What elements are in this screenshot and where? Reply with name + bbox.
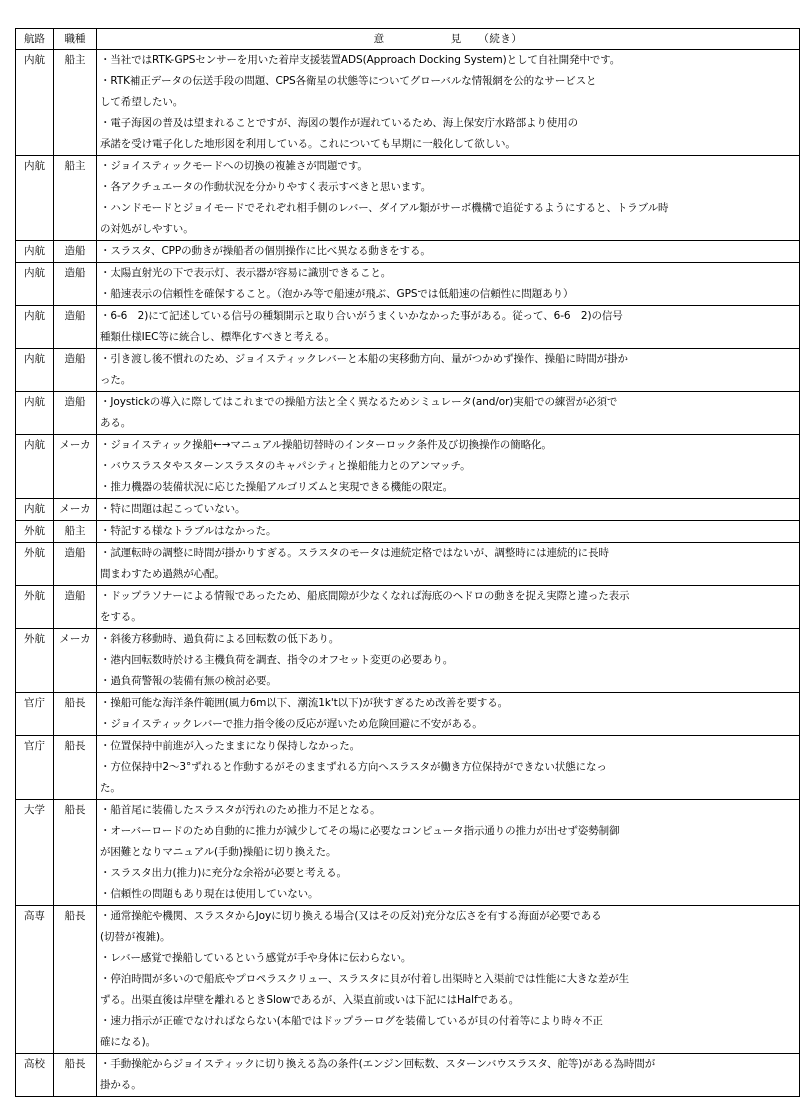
opinion-line: ・ジョイスティックモードへの切換の複雑さが問題です。 bbox=[100, 160, 368, 172]
opinion-line: ・レバー感覚で操船しているという感覚が手や身体に伝わらない。 bbox=[100, 952, 412, 964]
job-label: 船主 bbox=[64, 54, 86, 66]
opinion-line: ・引き渡し後不慣れのため、ジョイスティックレバーと本船の実移動方向、量がつかめず操作、操船に時間が掛か bbox=[100, 353, 628, 365]
opinion-line: 種類仕様IEC等に統合し、標準化すべきと考える。 bbox=[100, 331, 335, 343]
opinion-cell bbox=[97, 736, 800, 800]
route-label: 内航 bbox=[24, 503, 45, 515]
table-row bbox=[16, 906, 800, 1054]
opinion-line: ずる。出渠直後は岸壁を離れるときSlowであるが、入渠直前或いは下記にはHalfである。 bbox=[100, 994, 520, 1006]
opinion-line: ・船首尾に装備したスラスタが汚れのため推力不足となる。 bbox=[100, 804, 381, 816]
route-cell bbox=[16, 1054, 54, 1097]
opinion-line: が困難となりマニュアル(手動)操船に切り換えた。 bbox=[100, 846, 337, 858]
job-cell bbox=[54, 693, 97, 736]
opinion-line: ・速力指示が正確でなければならない(本船ではドップラーログを装備しているが貝の付着等により時々不正 bbox=[100, 1015, 603, 1027]
job-cell bbox=[54, 156, 97, 241]
job-label: 造船 bbox=[64, 245, 86, 257]
route-label: 外航 bbox=[24, 547, 45, 559]
route-label: 内航 bbox=[24, 245, 45, 257]
opinion-line: ・バウスラスタやスターンスラスタのキャパシティと操船能力とのアンマッチ。 bbox=[100, 460, 471, 472]
job-cell bbox=[54, 50, 97, 156]
job-cell bbox=[54, 435, 97, 499]
table-row bbox=[16, 499, 800, 521]
opinion-line: ・通常操舵や機関、スラスタからJoyに切り換える場合(又はその反対)充分な広さを有する海面が必要である bbox=[100, 910, 602, 922]
job-cell bbox=[54, 499, 97, 521]
opinion-cell bbox=[97, 392, 800, 435]
route-label: 外航 bbox=[24, 525, 45, 537]
route-cell bbox=[16, 435, 54, 499]
table-row bbox=[16, 543, 800, 586]
opinion-line: ・ハンドモードとジョイモードでそれぞれ相手側のレバー、ダイアル類がサーボ機構で追従するようにすると、トラブル時 bbox=[100, 202, 669, 214]
job-label: 船主 bbox=[64, 525, 86, 537]
job-label: 造船 bbox=[64, 396, 86, 408]
route-label: 内航 bbox=[24, 353, 45, 365]
job-cell bbox=[54, 906, 97, 1054]
route-cell bbox=[16, 693, 54, 736]
job-cell bbox=[54, 586, 97, 629]
table-row bbox=[16, 306, 800, 349]
opinion-line: ・船速表示の信頼性を確保すること。（泡かみ等で船速が飛ぶ、GPSでは低船速の信頼性に問題あり） bbox=[100, 288, 574, 300]
opinion-line: 確になる)。 bbox=[100, 1036, 156, 1048]
opinion-line: ・太陽直射光の下で表示灯、表示器が容易に識別できること。 bbox=[100, 267, 392, 279]
route-cell bbox=[16, 521, 54, 543]
route-cell bbox=[16, 906, 54, 1054]
opinion-cell bbox=[97, 521, 800, 543]
job-cell bbox=[54, 1054, 97, 1097]
opinion-cell bbox=[97, 629, 800, 693]
job-label: 造船 bbox=[64, 547, 86, 559]
opinion-line: ・信頼性の問題もあり現在は使用していない。 bbox=[100, 888, 319, 900]
route-cell bbox=[16, 241, 54, 263]
opinion-line: ・停泊時間が多いので船底やプロペラスクリュー、スラスタに貝が付着し出渠時と入渠前では性能に大きな差が生 bbox=[100, 973, 630, 985]
opinion-line: ・ジョイスティックレバーで推力指令後の反応が遅いため危険回避に不安がある。 bbox=[100, 718, 483, 730]
table-row bbox=[16, 392, 800, 435]
opinion-cell bbox=[97, 263, 800, 306]
opinion-line: ・特に問題は起こっていない。 bbox=[100, 503, 246, 515]
opinion-cell bbox=[97, 693, 800, 736]
route-label: 外航 bbox=[24, 633, 45, 645]
route-label: 内航 bbox=[24, 396, 45, 408]
job-label: 船長 bbox=[64, 804, 86, 816]
job-cell bbox=[54, 736, 97, 800]
opinion-line: 承諾を受け電子化した地形図を利用している。これについても早期に一般化して欲しい。 bbox=[100, 138, 516, 150]
job-label: 造船 bbox=[64, 590, 86, 602]
job-label: 船主 bbox=[64, 160, 86, 172]
route-cell bbox=[16, 629, 54, 693]
opinion-table bbox=[15, 28, 800, 1097]
route-cell bbox=[16, 392, 54, 435]
route-cell bbox=[16, 156, 54, 241]
job-label: 船長 bbox=[64, 910, 86, 922]
route-label: 内航 bbox=[24, 310, 45, 322]
opinion-cell bbox=[97, 906, 800, 1054]
job-cell bbox=[54, 349, 97, 392]
opinion-line: 間まわすため過熱が心配。 bbox=[100, 568, 225, 580]
opinion-cell bbox=[97, 543, 800, 586]
opinion-line: ・オーバーロードのため自動的に推力が減少してその場に必要なコンピュータ指示通りの推力が出せず姿勢制御 bbox=[100, 825, 620, 837]
route-label: 官庁 bbox=[24, 697, 45, 709]
opinion-line: ある。 bbox=[100, 417, 132, 429]
job-label: 造船 bbox=[64, 310, 86, 322]
route-cell bbox=[16, 263, 54, 306]
opinion-line: った。 bbox=[100, 374, 132, 386]
table-row bbox=[16, 241, 800, 263]
opinion-line: ・試運転時の調整に時間が掛かりすぎる。スラスタのモータは連続定格ではないが、調整時には連続的に長時 bbox=[100, 547, 609, 559]
route-cell bbox=[16, 800, 54, 906]
job-cell bbox=[54, 241, 97, 263]
opinion-line: ・斜後方移動時、過負荷による回転数の低下あり。 bbox=[100, 633, 340, 645]
route-label: 高校 bbox=[24, 1058, 45, 1070]
table-row bbox=[16, 1054, 800, 1097]
table-row bbox=[16, 800, 800, 906]
opinion-line: (切替が複雑)。 bbox=[100, 931, 171, 943]
header-job: 職種 bbox=[54, 29, 97, 50]
opinion-cell bbox=[97, 349, 800, 392]
opinion-line: ・当社ではRTK-GPSセンサーを用いた着岸支援装置ADS(Approach Docking System)として自社開発中です。 bbox=[100, 54, 621, 66]
route-label: 内航 bbox=[24, 439, 45, 451]
opinion-line: ・推力機器の装備状況に応じた操船アルゴリズムと実現できる機能の限定。 bbox=[100, 481, 453, 493]
opinion-line: ・ジョイスティック操船←→マニュアル操船切替時のインターロック条件及び切換操作の簡略化。 bbox=[100, 439, 552, 451]
opinion-line: ・Joystickの導入に際してはこれまでの操船方法と全く異なるためシミュレータ(and/or)実船での練習が必須で bbox=[100, 396, 618, 408]
table-row bbox=[16, 435, 800, 499]
opinion-cell bbox=[97, 1054, 800, 1097]
opinion-cell bbox=[97, 306, 800, 349]
job-label: 造船 bbox=[64, 267, 86, 279]
job-cell bbox=[54, 543, 97, 586]
route-cell bbox=[16, 349, 54, 392]
job-label: 船長 bbox=[64, 697, 86, 709]
route-label: 内航 bbox=[24, 267, 45, 279]
opinion-line: ・操船可能な海洋条件範囲(風力6m以下、潮流1k't以下)が狭すぎるため改善を要する。 bbox=[100, 697, 509, 709]
opinion-line: ・過負荷警報の装備有無の検討必要。 bbox=[100, 675, 277, 687]
opinion-line: ・各アクチュエータの作動状況を分かりやすく表示すべきと思います。 bbox=[100, 181, 432, 193]
route-cell bbox=[16, 736, 54, 800]
opinion-cell bbox=[97, 800, 800, 906]
route-label: 内航 bbox=[24, 54, 45, 66]
opinion-line: の対処がしやすい。 bbox=[100, 223, 194, 235]
job-cell bbox=[54, 800, 97, 906]
job-label: 船長 bbox=[64, 1058, 86, 1070]
job-cell bbox=[54, 263, 97, 306]
table-row bbox=[16, 629, 800, 693]
job-cell bbox=[54, 521, 97, 543]
table-row bbox=[16, 349, 800, 392]
table-row bbox=[16, 693, 800, 736]
opinion-line: ・ドップラソナーによる情報であったため、船底間隙が少なくなれば海底のヘドロの動きを捉え実際と違った表示 bbox=[100, 590, 630, 602]
opinion-cell bbox=[97, 499, 800, 521]
opinion-line: ・港内回転数時於ける主機負荷を調査、指令のオフセット変更の必要あり。 bbox=[100, 654, 454, 666]
route-cell bbox=[16, 50, 54, 156]
job-cell bbox=[54, 392, 97, 435]
job-label: メーカ bbox=[59, 439, 91, 451]
opinion-cell bbox=[97, 435, 800, 499]
opinion-line: をする。 bbox=[100, 611, 142, 623]
job-label: メーカ bbox=[59, 633, 91, 645]
opinion-line: ・位置保持中前進が入ったままになり保持しなかった。 bbox=[100, 740, 360, 752]
header-row bbox=[16, 29, 800, 50]
route-cell bbox=[16, 499, 54, 521]
table-row bbox=[16, 263, 800, 306]
opinion-line: ・電子海図の普及は望まれることですが、海図の製作が遅れているため、海上保安庁水路部より使用の bbox=[100, 117, 578, 129]
route-label: 官庁 bbox=[24, 740, 45, 752]
job-label: 造船 bbox=[64, 353, 86, 365]
opinion-cell bbox=[97, 241, 800, 263]
job-cell bbox=[54, 306, 97, 349]
opinion-line: ・RTK補正データの伝送手段の問題、CPS各衛星の状態等についてグローバルな情報網を公的なサービスと bbox=[100, 75, 597, 87]
route-cell bbox=[16, 306, 54, 349]
opinion-line: た。 bbox=[100, 782, 121, 794]
route-cell bbox=[16, 586, 54, 629]
opinion-line: ・手動操舵からジョイスティックに切り換える為の条件(エンジン回転数、スターンバウスラスタ、舵等)がある為時間が bbox=[100, 1058, 656, 1070]
route-cell bbox=[16, 543, 54, 586]
header-route: 航路 bbox=[16, 29, 54, 50]
route-label: 外航 bbox=[24, 590, 45, 602]
opinion-line: ・方位保持中2～3°ずれると作動するがそのままずれる方向へスラスタが働き方位保持ができない状態になっ bbox=[100, 761, 607, 773]
opinion-cell bbox=[97, 586, 800, 629]
header-opinion: 意 見 （続き） bbox=[97, 29, 800, 50]
table-body bbox=[16, 50, 800, 1097]
opinion-cell bbox=[97, 50, 800, 156]
route-label: 内航 bbox=[24, 160, 45, 172]
route-label: 大学 bbox=[24, 804, 45, 816]
job-label: メーカ bbox=[59, 503, 91, 515]
opinion-line: ・6-6 2)にて記述している信号の種類開示と取り合いがうまくいかなかった事がある。従って、6-6 2)の信号 bbox=[100, 310, 623, 322]
opinion-line: ・スラスタ出力(推力)に充分な余裕が必要と考える。 bbox=[100, 867, 347, 879]
table-row bbox=[16, 50, 800, 156]
table-row bbox=[16, 156, 800, 241]
opinion-cell bbox=[97, 156, 800, 241]
job-cell bbox=[54, 629, 97, 693]
route-label: 高専 bbox=[24, 910, 45, 922]
table-row bbox=[16, 586, 800, 629]
table-row bbox=[16, 736, 800, 800]
opinion-line: ・スラスタ、CPPの動きが操船者の個別操作に比べ異なる動きをする。 bbox=[100, 245, 431, 257]
job-label: 船長 bbox=[64, 740, 86, 752]
opinion-line: して希望したい。 bbox=[100, 96, 184, 108]
table-row bbox=[16, 521, 800, 543]
opinion-line: ・特記する様なトラブルはなかった。 bbox=[100, 525, 277, 537]
opinion-line: 掛かる。 bbox=[100, 1079, 142, 1091]
